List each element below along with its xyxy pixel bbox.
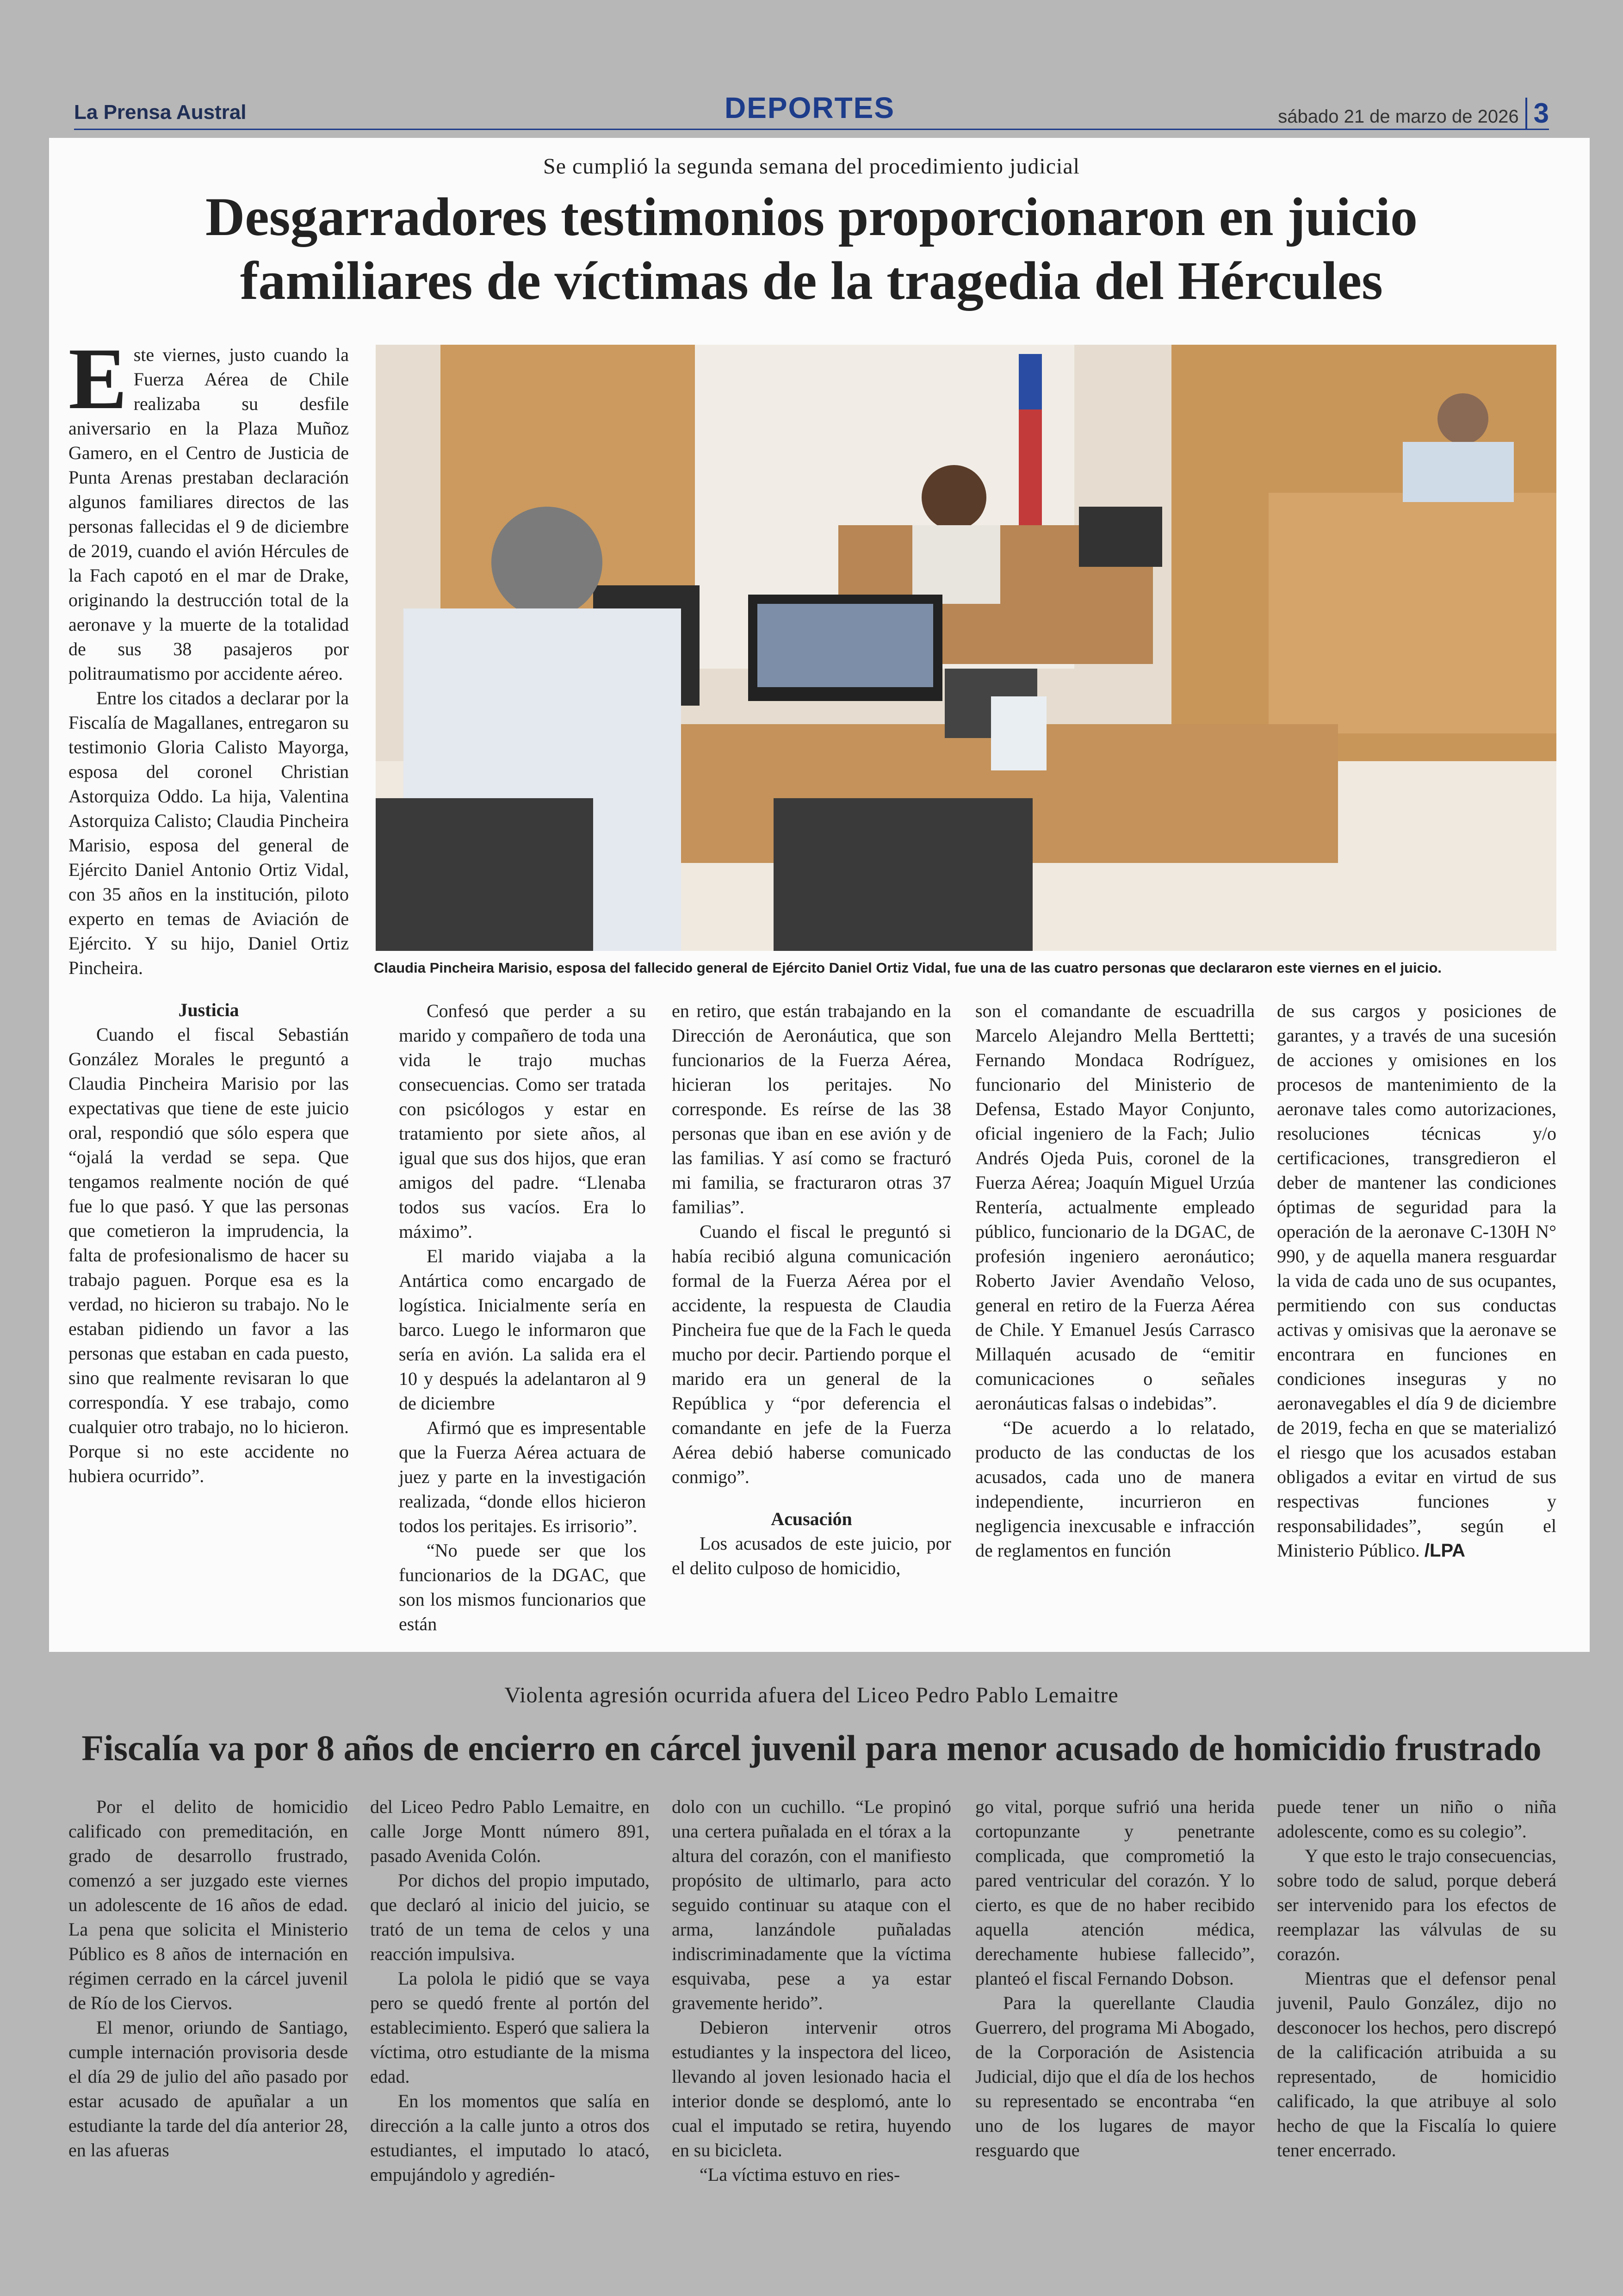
date-and-page bbox=[1278, 97, 1549, 129]
subhead-acusacion: Acusación bbox=[771, 1508, 852, 1529]
article-2-kicker: Violenta agresión ocurrida afuera del Liceo Pedro Pablo Lemaitre bbox=[504, 1683, 1119, 1707]
paragraph: La polola le pidió que se vaya pero se quedó frente al portón del establecimiento. Esperó que saliera la víctima, otro estudiante de la misma edad. bbox=[370, 1968, 650, 2087]
signature: /LPA bbox=[1424, 1540, 1466, 1561]
paragraph: Por el delito de homicidio calificado con premeditación, en grado de desarrollo frustrado, comenzó a ser juzgado este viernes un adolescente de 16 años de edad. La pena que solicita el Ministerio Público es 8 años de internación en régimen cerrado en la cárcel juvenil de Río de los Ciervos. bbox=[68, 1796, 348, 2013]
article-1-column-5 bbox=[1277, 999, 1556, 1563]
article-1-column-1 bbox=[68, 330, 349, 1488]
article-1-column-2 bbox=[399, 999, 646, 1636]
paragraph: En los momentos que salía en dirección a la calle junto a otros dos estudiantes, el imputado lo atacó, empujándolo y agredién- bbox=[370, 2091, 650, 2185]
paragraph: “De acuerdo a lo relatado, producto de las conductas de los acusados, cada uno de manera independiente, incurrieron en negligencia inexcusable e infracción de reglamentos en función bbox=[975, 1417, 1255, 1561]
paragraph: son el comandante de escuadrilla Marcelo Alejandro Mella Berttetti; Fernando Mondaca Rodríguez, funcionario del Ministerio de Defensa, Estado Mayor Conjunto, oficial ingeniero de la Fach; Julio Andrés Ojeda Puis, coronel de la Fuerza Aérea; Joaquín Miguel Urzúa Rentería, actualmente empleado público, funcionario de la DGAC, de profesión ingeniero aeronáutico; Roberto Javier Avendaño Veloso, general en retiro de la Fuerza Aérea de Chile. Y Emanuel Jesús Carrasco Millaquén acusado de “emitir comunicaciones o señales aeronáuticas falsas o indebidas”. bbox=[975, 1000, 1255, 1414]
paragraph: Confesó que perder a su marido y compañero de toda una vida le trajo muchas consecuencias. Como ser tratada con psicólogos y estar en tratamiento por siete años, al igual que sus dos hijos, que eran amigos del padre. “Llenaba todos sus vacíos. Era lo máximo”. bbox=[399, 1000, 646, 1242]
paragraph: Los acusados de este juicio, por el delito culposo de homicidio, bbox=[672, 1533, 951, 1578]
paragraph: Por dichos del propio imputado, que declaró al inicio del juicio, se trató de un tema de celos y una reacción impulsiva. bbox=[370, 1870, 650, 1964]
paragraph: “La víctima estuvo en ries- bbox=[700, 2164, 900, 2185]
paragraph: El menor, oriundo de Santiago, cumple internación provisoria desde el día 29 de julio del año pasado por estar acusado de apuñalar a un estudiante la tarde del día anterior 28, en las afueras bbox=[68, 2017, 348, 2160]
article-2-column-1 bbox=[68, 1794, 348, 2162]
publication-date: sábado 21 de marzo de 2026 bbox=[1278, 106, 1519, 127]
article-1-column-4 bbox=[975, 999, 1255, 1563]
paragraph: Cuando el fiscal le preguntó si había recibió alguna comunicación formal de la Fuerza Aérea por el accidente, la respuesta de Claudia Pincheira fue que de la Fach le queda mucho por decir. Partiendo porque el marido era un general de la República y “por deferencia el comandante en jefe de la Fuerza Aérea debió haberse comunicado conmigo”. bbox=[672, 1221, 951, 1487]
paragraph: de sus cargos y posiciones de garantes, y a través de una sucesión de acciones y omisiones en los procesos de mantenimiento de la aeronave tales como autorizaciones, resoluciones técnicas y/o certificaciones, transgredieron el deber de mantener las condiciones óptimas de seguridad para la operación de la aeronave C-130H N° 990, y de aquella manera resguardar la vida de cada uno de sus ocupantes, permitiendo con sus conductas activas y omisivas que la aeronave se encontrara en funciones en condiciones inseguras y no aeronavegables el día 9 de diciembre de 2019, fecha en que se materializó el riesgo que los acusados estaban obligados a evitar en virtud de sus respectivas funciones y responsabilidades”, según el Ministerio Público. bbox=[1277, 1000, 1556, 1561]
paragraph: Para la querellante Claudia Guerrero, del programa Mi Abogado, de la Corporación de Asistencia Judicial, dijo que el día de los hechos su representado se encontraba “en uno de los lugares de mayor resguardo que bbox=[975, 1992, 1255, 2160]
page-number: 3 bbox=[1525, 98, 1549, 129]
newspaper-name: La Prensa Austral bbox=[74, 101, 247, 124]
subhead-justicia: Justicia bbox=[178, 999, 239, 1020]
drop-cap: E bbox=[68, 330, 127, 428]
paragraph: dolo con un cuchillo. “Le propinó una certera puñalada en el tórax a la altura del corazón, con el manifiesto propósito de ultimarlo, para acto seguido continuar su ataque con el arma, lanzándole puñaladas indiscriminadamente que la víctima esquivaba, pese a ya estar gravemente herido”. bbox=[672, 1796, 951, 2013]
paragraph: “No puede ser que los funcionarios de la DGAC, que son los mismos funcionarios que están bbox=[399, 1540, 646, 1634]
paragraph: Debieron intervenir otros estudiantes y la inspectora del liceo, llevando al joven lesionado hacia el interior donde se desplomó, ante lo cual el imputado se retira, huyendo en su bicicleta. bbox=[672, 2017, 951, 2160]
header-rule bbox=[74, 129, 1549, 130]
article-2-column-5 bbox=[1277, 1794, 1556, 2162]
section-title: DEPORTES bbox=[724, 91, 895, 124]
article-2-headline: Fiscalía va por 8 años de encierro en cárcel juvenil para menor acusado de homicidio frustrado bbox=[81, 1728, 1542, 1768]
paragraph: Cuando el fiscal Sebastián González Morales le preguntó a Claudia Pincheira Marisio por las expectativas que tiene de este juicio oral, respondió que sólo espera que “ojalá la verdad se sepa. Que tengamos realmente noción de qué fue lo que pasó. Y que las personas que cometieron la imprudencia, la falta de profesionalismo de hacer su trabajo paguen. Porque esa es la verdad, no hicieron su trabajo. No le estaban pidiendo un favor a las personas que estaban en cada puesto, sino que realmente revisaran lo que correspondía. Y ese trabajo, como cualquier otro trabajo, no lo hicieron. Porque si no este accidente no hubiera ocurrido”. bbox=[68, 1024, 349, 1486]
photo-caption: Claudia Pincheira Marisio, esposa del fallecido general de Ejército Daniel Ortiz Vidal, fue una de las cuatro personas que declararon este viernes en el juicio. bbox=[374, 960, 1442, 976]
article-2-column-3 bbox=[672, 1794, 951, 2187]
courtroom-photo bbox=[376, 345, 1556, 951]
paragraph: del Liceo Pedro Pablo Lemaitre, en calle Jorge Montt número 891, pasado Avenida Colón. bbox=[370, 1796, 650, 1866]
paragraph: El marido viajaba a la Antártica como encargado de logística. Inicialmente sería en barco. Luego le informaron que sería en avión. La salida era el 10 y después la adelantaron al 9 de diciembre bbox=[399, 1246, 646, 1414]
article-2-column-4 bbox=[975, 1794, 1255, 2162]
article-2-column-2 bbox=[370, 1794, 650, 2187]
paragraph: Mientras que el defensor penal juvenil, Paulo González, dijo no desconocer los hechos, pero discrepó de la calificación atribuida a su representado, de homicidio calificado, la que atribuye al solo hecho de que la Fiscalía lo quiere tener encerrado. bbox=[1277, 1968, 1556, 2160]
article-1-column-3 bbox=[672, 999, 951, 1580]
paragraph: puede tener un niño o niña adolescente, como es su colegio”. bbox=[1277, 1796, 1556, 1842]
paragraph: go vital, porque sufrió una herida cortopunzante y penetrante complicada, que comprometió la pared ventricular del corazón. Y lo cierto, es que de no haber recibido aquella atención médica, derechamente hubiese fallecido”, planteó el fiscal Fernando Dobson. bbox=[975, 1796, 1255, 1989]
article-1-kicker: Se cumplió la segunda semana del procedimiento judicial bbox=[543, 154, 1080, 179]
article-1-headline bbox=[93, 185, 1530, 313]
headline-line-1: Desgarradores testimonios proporcionaron en juicio bbox=[205, 186, 1418, 247]
paragraph: Y que esto le trajo consecuencias, sobre todo de salud, porque deberá ser intervenido para los efectos de reemplazar las válvulas de su corazón. bbox=[1277, 1845, 1556, 1964]
paragraph: Afirmó que es impresentable que la Fuerza Aérea actuara de juez y parte en la investigación realizada, “donde ellos hicieron todos los peritajes. Es irrisorio”. bbox=[399, 1417, 646, 1536]
paragraph: Entre los citados a declarar por la Fiscalía de Magallanes, entregaron su testimonio Gloria Calisto Mayorga, esposa del coronel Christian Astorquiza Oddo. La hija, Valentina Astorquiza Calisto; Claudia Pincheira Marisio, esposa del general de Ejército Daniel Antonio Ortiz Vidal, con 35 años en la institución, piloto experto en temas de Aviación de Ejército. Y su hijo, Daniel Ortiz Pincheira. bbox=[68, 688, 349, 978]
paragraph: ste viernes, justo cuando la Fuerza Aérea de Chile realizaba su desfile aniversario en la Plaza Muñoz Gamero, en el Centro de Justicia de Punta Arenas prestaban declaración algunos familiares directos de las personas fallecidas el 9 de diciembre de 2019, cuando el avión Hércules de la Fach capotó en el mar de Drake, originando la destrucción total de la aeronave y la muerte de la totalidad de sus 38 pasajeros por politraumatismo por accidente aéreo. bbox=[68, 344, 349, 684]
courtroom-photo-illustration bbox=[376, 345, 1556, 951]
paragraph: en retiro, que están trabajando en la Dirección de Aeronáutica, que son funcionarios de la Fuerza Aérea, hicieran los peritajes. No corresponde. Es reírse de las 38 personas que iban en ese avión y de las familias. Y así como se fracturó mi familia, se fracturaron otras 37 familias”. bbox=[672, 1000, 951, 1217]
headline-line-2: familiares de víctimas de la tragedia del Hércules bbox=[240, 250, 1383, 311]
